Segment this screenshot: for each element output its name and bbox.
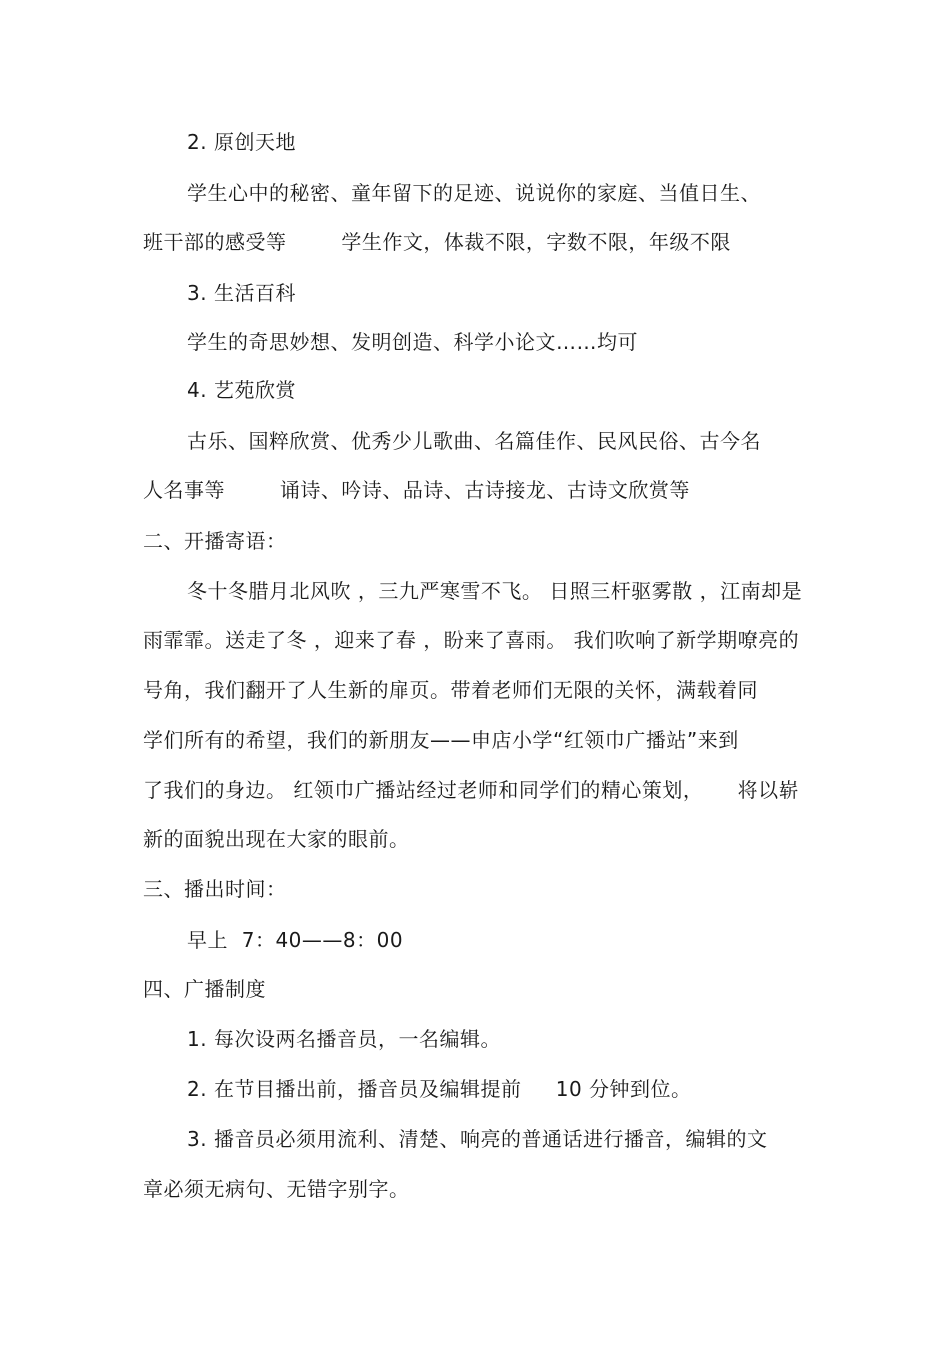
heading-original-world: 2. 原创天地 — [187, 130, 296, 154]
paragraph-line: 了我们的身边。 红领巾广播站经过老师和同学们的精心策划， 将以崭 — [143, 778, 800, 802]
paragraph-line: 古乐、国粹欣赏、优秀少儿歌曲、名篇佳作、民风民俗、古今名 — [187, 429, 761, 453]
paragraph-line: 人名事等 诵诗、吟诗、品诗、古诗接龙、古诗文欣赏等 — [143, 478, 690, 502]
paragraph-line: 学生的奇思妙想、发明创造、科学小论文……均可 — [187, 330, 638, 354]
section-heading-opening-message: 二、开播寄语： — [143, 529, 287, 553]
paragraph-line: 学们所有的希望，我们的新朋友——申店小学“红领巾广播站”来到 — [143, 728, 739, 752]
section-heading-broadcast-rules: 四、广播制度 — [143, 977, 266, 1001]
paragraph-line: 号角，我们翻开了人生新的扉页。带着老师们无限的关怀，满载着同 — [143, 678, 758, 702]
heading-life-encyclopedia: 3. 生活百科 — [187, 281, 296, 305]
paragraph-line: 雨霏霏。送走了冬 ，迎来了春 ，盼来了喜雨。 我们吹响了新学期嘹亮的 — [143, 628, 800, 652]
section-heading-broadcast-time: 三、播出时间： — [143, 877, 287, 901]
rule-item: 1. 每次设两名播音员，一名编辑。 — [187, 1027, 501, 1051]
paragraph-line: 学生心中的秘密、童年留下的足迹、说说你的家庭、当值日生、 — [187, 181, 761, 205]
paragraph-line: 冬十冬腊月北风吹 ，三九严寒雪不飞。 日照三杆驱雾散 ，江南却是 — [187, 579, 803, 603]
broadcast-time-value: 早上 7：40——8：00 — [187, 928, 404, 952]
paragraph-line: 章必须无病句、无错字别字。 — [143, 1177, 410, 1201]
rule-item: 3. 播音员必须用流利、清楚、响亮的普通话进行播音，编辑的文 — [187, 1127, 768, 1151]
paragraph-line: 新的面貌出现在大家的眼前。 — [143, 827, 410, 851]
paragraph-line: 班干部的感受等 学生作文，体裁不限，字数不限，年级不限 — [143, 230, 731, 254]
rule-item: 2. 在节目播出前，播音员及编辑提前 10 分钟到位。 — [187, 1077, 692, 1101]
heading-art-appreciation: 4. 艺苑欣赏 — [187, 378, 296, 402]
